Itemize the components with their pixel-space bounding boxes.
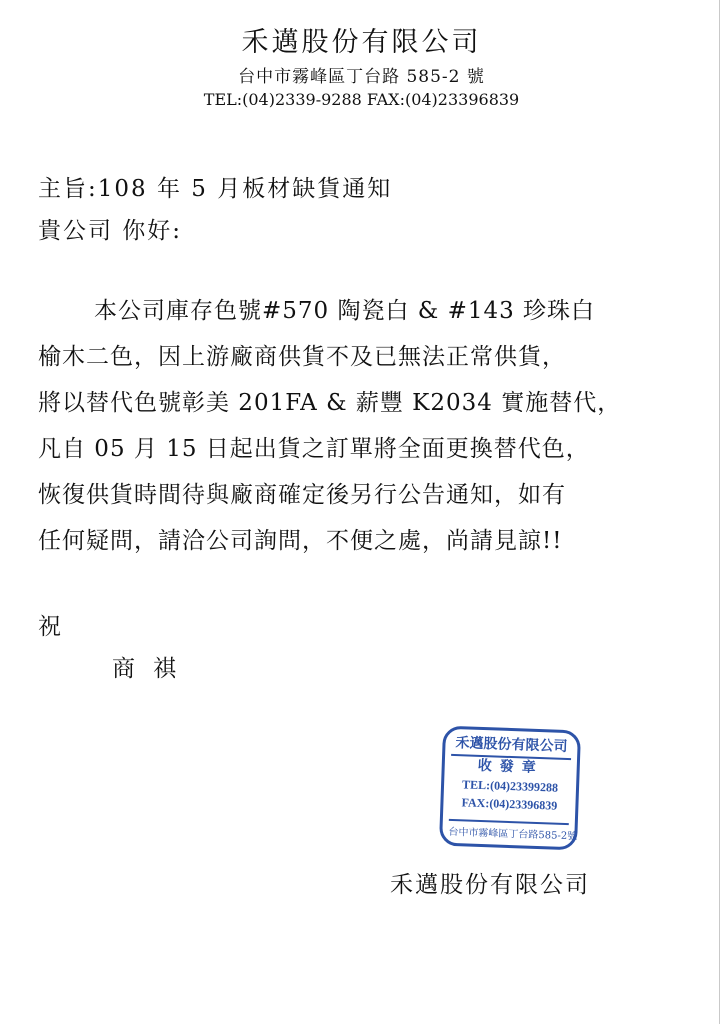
- receipt-stamp: [439, 726, 581, 851]
- body-line: 將以替代色號彰美 201FA & 薪豐 K2034 實施替代，: [38, 390, 622, 416]
- stamp-label: 收發章: [477, 757, 544, 777]
- body-line: 任何疑問，請洽公司詢問，不便之處，尚請見諒!!: [38, 528, 563, 554]
- scan-edge-line: [719, 0, 720, 1024]
- body-line: 本公司庫存色號#570 陶瓷白 & #143 珍珠白: [94, 298, 596, 324]
- body-line: 榆木二色，因上游廠商供貨不及已無法正常供貨，: [38, 344, 566, 370]
- letterhead-address: 台中市霧峰區丁台路 585-2 號: [238, 67, 485, 87]
- stamp-tel: TEL:(04)23399288: [461, 777, 559, 795]
- signature-company-name: 禾邁股份有限公司: [390, 872, 590, 898]
- closing-wish: 商祺: [112, 656, 194, 682]
- stamp-border: [439, 726, 581, 851]
- stamp-company-name: 禾邁股份有限公司: [451, 732, 572, 760]
- body-line: 恢復供貨時間待與廠商確定後另行公告通知，如有: [38, 482, 566, 508]
- closing-word: 祝: [38, 614, 61, 640]
- subject-line: 主旨:108 年 5 月板材缺貨通知: [38, 176, 393, 202]
- stamp-address: 台中市霧峰區丁台路585-2號: [448, 819, 569, 842]
- salutation: 貴公司 你好:: [38, 218, 183, 244]
- letterhead-company-name: 禾邁股份有限公司: [241, 27, 482, 58]
- letterhead-contact: TEL:(04)2339-9288 FAX:(04)23396839: [203, 90, 520, 109]
- body-line: 凡自 05 月 15 日起出貨之訂單將全面更換替代色，: [38, 436, 590, 462]
- letter-body: [38, 293, 688, 569]
- stamp-fax: FAX:(04)23396839: [461, 795, 558, 813]
